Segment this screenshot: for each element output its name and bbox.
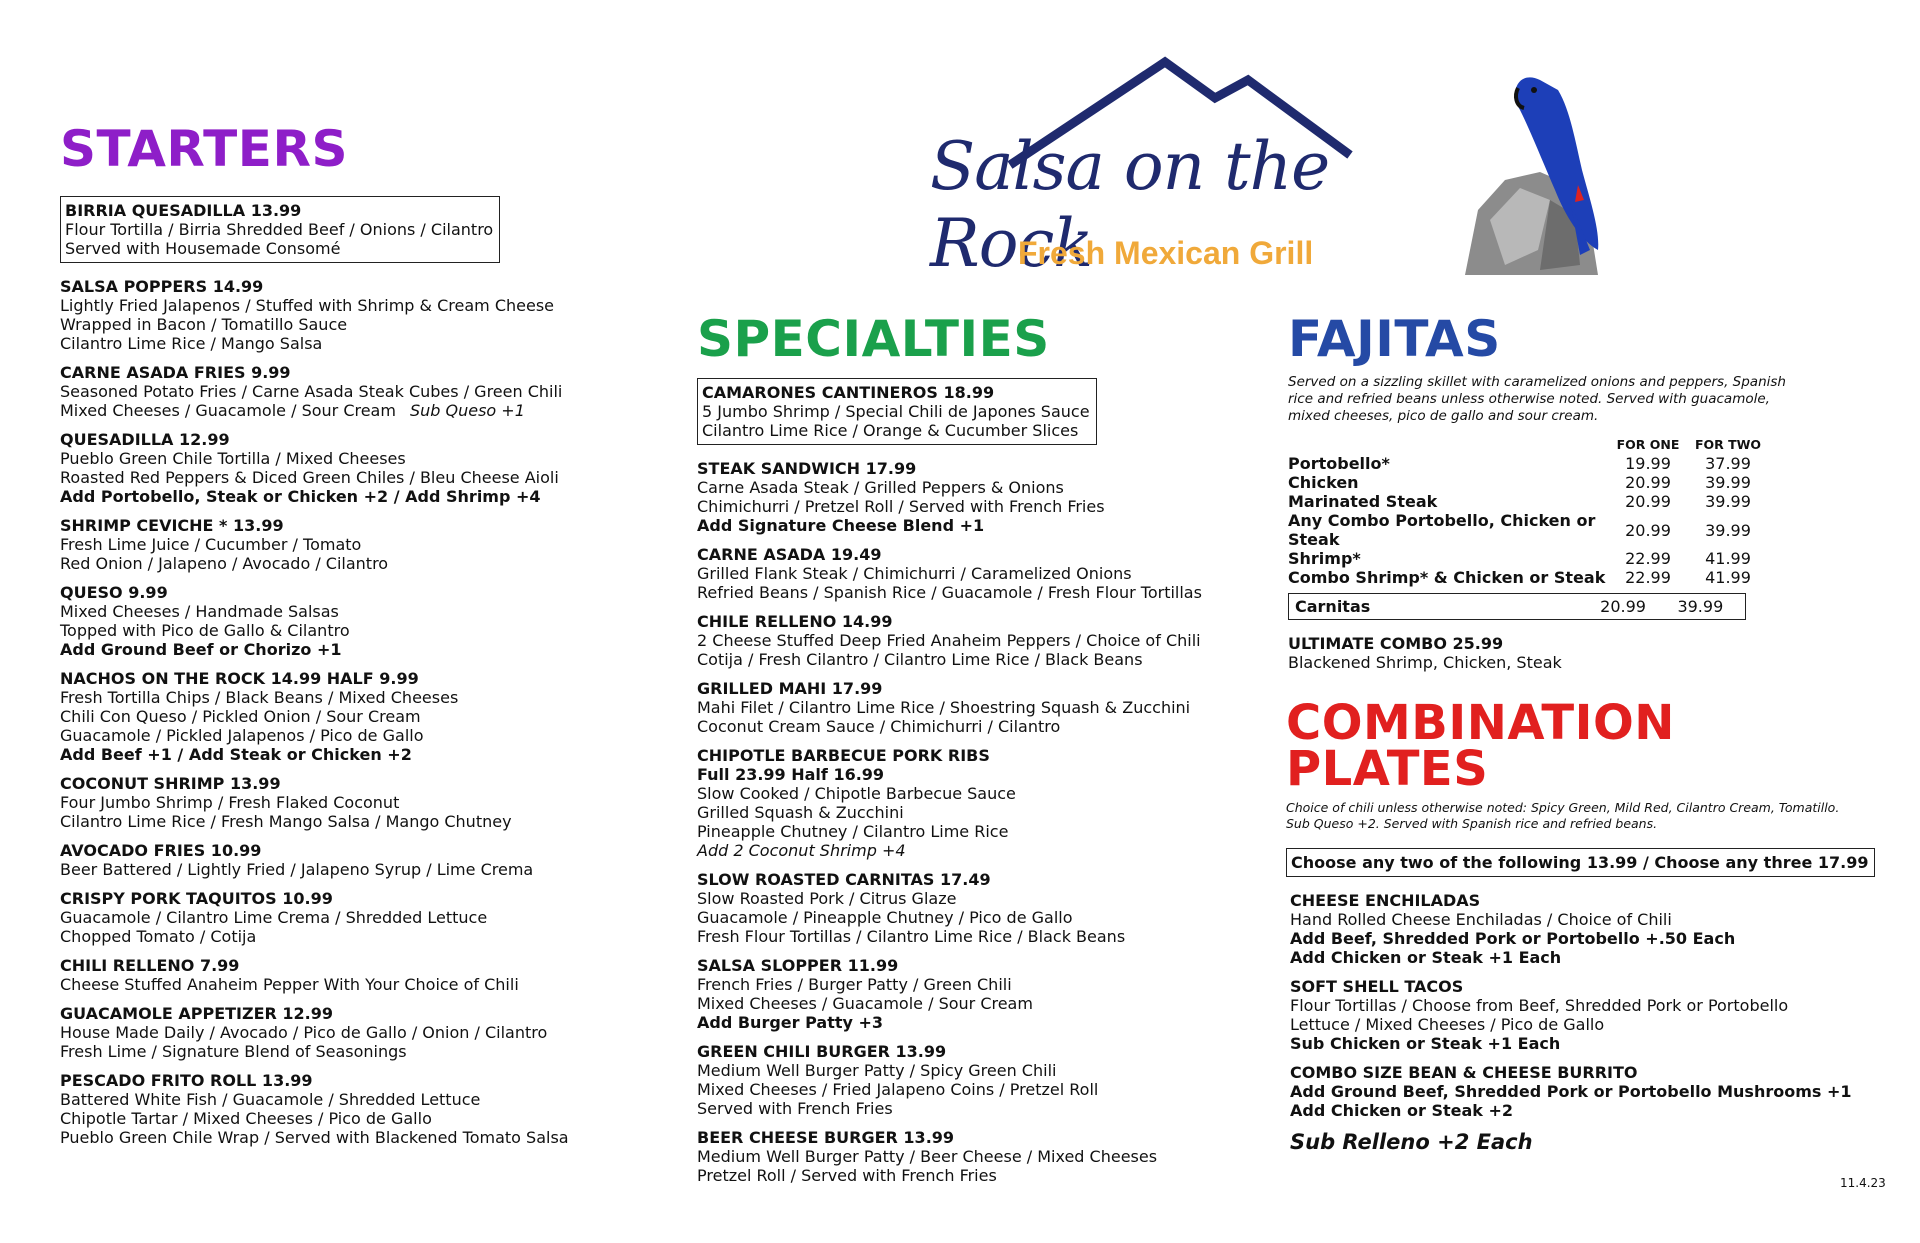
fajita-row-price-two: 41.99 xyxy=(1705,568,1751,587)
menu-item xyxy=(60,841,660,879)
menu-item xyxy=(60,583,660,659)
menu-item-name: GUACAMOLE APPETIZER 12.99 xyxy=(60,1004,334,1023)
menu-item-name: GRILLED MAHI 17.99 xyxy=(697,679,883,698)
menu-item-name: SOFT SHELL TACOS xyxy=(1290,977,1464,996)
menu-item xyxy=(697,545,1257,602)
menu-item-desc: Wrapped in Bacon / Tomatillo Sauce xyxy=(60,315,348,334)
menu-item-name: QUESO 9.99 xyxy=(60,583,168,602)
menu-item-desc: Roasted Red Peppers & Diced Green Chiles / Bleu Cheese Aioli xyxy=(60,468,559,487)
menu-item-upcharge: Sub Queso +1 xyxy=(409,401,525,420)
menu-item-addon: Add Ground Beef, Shredded Pork or Portobello Mushrooms +1 xyxy=(1290,1082,1852,1101)
menu-item xyxy=(60,1071,660,1147)
sub-relleno: Sub Relleno +2 Each xyxy=(1290,1130,1533,1154)
menu-item-addon: Add Beef +1 / Add Steak or Chicken +2 xyxy=(60,745,412,764)
menu-item xyxy=(697,378,1097,445)
combination-list xyxy=(1286,891,1886,1120)
combination-section xyxy=(1286,695,1886,1154)
menu-item-desc: Fresh Lime Juice / Cucumber / Tomato xyxy=(60,535,362,554)
menu-item-desc: Cilantro Lime Rice / Fresh Mango Salsa / Mango Chutney xyxy=(60,812,512,831)
menu-item-desc: Grilled Squash & Zucchini xyxy=(697,803,904,822)
starters-title: STARTERS xyxy=(60,120,348,178)
menu-item-desc: Refried Beans / Spanish Rice / Guacamole / Fresh Flour Tortillas xyxy=(697,583,1202,602)
menu-item-desc: Chimichurri / Pretzel Roll / Served with French Fries xyxy=(697,497,1105,516)
menu-item xyxy=(697,956,1257,1032)
menu-item-desc: Coconut Cream Sauce / Chimichurri / Cilantro xyxy=(697,717,1061,736)
menu-item xyxy=(1290,1063,1886,1120)
menu-item-name: SALSA SLOPPER 11.99 xyxy=(697,956,899,975)
menu-item-name: BEER CHEESE BURGER 13.99 xyxy=(697,1128,955,1147)
menu-item-name: NACHOS ON THE ROCK 14.99 HALF 9.99 xyxy=(60,669,419,688)
menu-item-desc: Medium Well Burger Patty / Spicy Green Chili xyxy=(697,1061,1057,1080)
ultimate-combo xyxy=(1288,634,1888,672)
menu-item-desc: Flour Tortilla / Birria Shredded Beef / Onions / Cilantro xyxy=(65,220,494,239)
choose-box xyxy=(1286,848,1875,877)
fajitas-section xyxy=(1288,310,1888,682)
fajita-row-price-one: 20.99 xyxy=(1625,473,1671,492)
menu-item-desc: Seasoned Potato Fries / Carne Asada Steak Cubes / Green Chili xyxy=(60,382,563,401)
menu-item-desc: Mixed Cheeses / Handmade Salsas xyxy=(60,602,339,621)
combination-note: Choice of chili unless otherwise noted: Spicy Green, Mild Red, Cilantro Cream, Tomatillo. Sub Queso +2. Served with Spanish rice and refried beans. xyxy=(1286,800,1840,831)
fajita-row xyxy=(1288,511,1768,549)
menu-item-desc: House Made Daily / Avocado / Pico de Gallo / Onion / Cilantro xyxy=(60,1023,548,1042)
menu-item-name: QUESADILLA 12.99 xyxy=(60,430,230,449)
menu-item-desc: Cheese Stuffed Anaheim Pepper With Your Choice of Chili xyxy=(60,975,519,994)
menu-item-desc: Chipotle Tartar / Mixed Cheeses / Pico de Gallo xyxy=(60,1109,432,1128)
menu-item-desc: Lettuce / Mixed Cheeses / Pico de Gallo xyxy=(1290,1015,1605,1034)
specialties-title: SPECIALTIES xyxy=(697,310,1050,368)
fajita-row-label: Any Combo Portobello, Chicken or Steak xyxy=(1288,511,1596,549)
menu-item xyxy=(60,889,660,946)
fajita-row xyxy=(1288,568,1768,587)
menu-item xyxy=(1290,977,1886,1053)
menu-item-name: COCONUT SHRIMP 13.99 xyxy=(60,774,281,793)
fajita-row-price-two: 37.99 xyxy=(1705,454,1751,473)
menu-item-desc: Chili Con Queso / Pickled Onion / Sour Cream xyxy=(60,707,421,726)
menu-item-name: CRISPY PORK TAQUITOS 10.99 xyxy=(60,889,333,908)
menu-item-desc: Guacamole / Pineapple Chutney / Pico de Gallo xyxy=(697,908,1073,927)
fajita-row-price-one: 22.99 xyxy=(1625,549,1671,568)
menu-item-desc: Mixed Cheeses / Guacamole / Sour Cream xyxy=(60,401,396,420)
menu-item-desc: Four Jumbo Shrimp / Fresh Flaked Coconut xyxy=(60,793,400,812)
menu-item-name: GREEN CHILI BURGER 13.99 xyxy=(697,1042,947,1061)
menu-item-addon: Add Chicken or Steak +1 Each xyxy=(1290,948,1562,967)
menu-item-desc: Flour Tortillas / Choose from Beef, Shredded Pork or Portobello xyxy=(1290,996,1789,1015)
col-for-two: FOR TWO xyxy=(1694,437,1762,452)
menu-item-desc: French Fries / Burger Patty / Green Chili xyxy=(697,975,1012,994)
fajita-row-label: Shrimp* xyxy=(1288,549,1361,568)
menu-item-desc: 5 Jumbo Shrimp / Special Chili de Japones Sauce xyxy=(702,402,1090,421)
specialties-list xyxy=(697,378,1257,1185)
menu-item-name: CHIPOTLE BARBECUE PORK RIBS xyxy=(697,746,990,765)
combination-title-1: COMBINATION xyxy=(1286,695,1675,751)
menu-item-addon: Add Portobello, Steak or Chicken +2 / Add Shrimp +4 xyxy=(60,487,541,506)
logo-tagline: Fresh Mexican Grill xyxy=(1018,235,1314,271)
fajita-row-price-one: 20.99 xyxy=(1625,520,1671,540)
carnitas-price-two: 39.99 xyxy=(1677,597,1724,616)
menu-item-desc: Slow Cooked / Chipotle Barbecue Sauce xyxy=(697,784,1016,803)
menu-item-desc: Fresh Flour Tortillas / Cilantro Lime Rice / Black Beans xyxy=(697,927,1126,946)
menu-item xyxy=(60,363,660,420)
menu-item-desc: Pueblo Green Chile Wrap / Served with Blackened Tomato Salsa xyxy=(60,1128,569,1147)
menu-item-desc: Lightly Fried Jalapenos / Stuffed with Shrimp & Cream Cheese xyxy=(60,296,554,315)
menu-item-addon: Add Signature Cheese Blend +1 xyxy=(697,516,985,535)
fajita-row xyxy=(1288,473,1768,492)
choose-text: Choose any two of the following 13.99 / Choose any three 17.99 xyxy=(1291,853,1869,872)
menu-item-price-options: Full 23.99 Half 16.99 xyxy=(697,765,885,784)
menu-item-addon: Add Chicken or Steak +2 xyxy=(1290,1101,1514,1120)
menu-item-desc: Cilantro Lime Rice / Orange & Cucumber Slices xyxy=(702,421,1079,440)
menu-item xyxy=(697,1128,1257,1185)
menu-item-desc: Served with French Fries xyxy=(697,1099,893,1118)
carnitas-price-one: 20.99 xyxy=(1600,597,1646,616)
menu-item-desc: Cotija / Fresh Cilantro / Cilantro Lime Rice / Black Beans xyxy=(697,650,1143,669)
menu-item-name: SALSA POPPERS 14.99 xyxy=(60,277,264,296)
menu-item xyxy=(60,430,660,506)
menu-item-desc: 2 Cheese Stuffed Deep Fried Anaheim Peppers / Choice of Chili xyxy=(697,631,1201,650)
menu-item xyxy=(60,956,660,994)
menu-item-desc: Mahi Filet / Cilantro Lime Rice / Shoestring Squash & Zucchini xyxy=(697,698,1191,717)
ultimate-combo-name: ULTIMATE COMBO 25.99 xyxy=(1288,634,1504,653)
fajita-row-price-two: 39.99 xyxy=(1705,473,1751,492)
menu-item-name: STEAK SANDWICH 17.99 xyxy=(697,459,917,478)
combination-title-2: PLATES xyxy=(1286,741,1489,797)
menu-item xyxy=(60,774,660,831)
fajita-row-label: Marinated Steak xyxy=(1288,492,1438,511)
menu-item-name: CAMARONES CANTINEROS 18.99 xyxy=(702,383,995,402)
menu-item-desc: Battered White Fish / Guacamole / Shredded Lettuce xyxy=(60,1090,481,1109)
menu-item-name: CHEESE ENCHILADAS xyxy=(1290,891,1481,910)
menu-item xyxy=(697,612,1257,669)
menu-item-name: SHRIMP CEVICHE * 13.99 xyxy=(60,516,284,535)
menu-item-desc: Mixed Cheeses / Fried Jalapeno Coins / Pretzel Roll xyxy=(697,1080,1099,1099)
menu-item-desc: Topped with Pico de Gallo & Cilantro xyxy=(60,621,350,640)
menu-item xyxy=(697,746,1257,860)
menu-item xyxy=(697,679,1257,736)
menu-item-desc: Hand Rolled Cheese Enchiladas / Choice of Chili xyxy=(1290,910,1672,929)
fajita-row-label: Portobello* xyxy=(1288,454,1390,473)
menu-item-addon: Add Ground Beef or Chorizo +1 xyxy=(60,640,342,659)
menu-item xyxy=(60,669,660,764)
menu-item-desc-row xyxy=(60,401,660,420)
menu-item xyxy=(60,1004,660,1061)
fajitas-price-table xyxy=(1288,435,1768,587)
fajita-row xyxy=(1288,549,1768,568)
carnitas-label: Carnitas xyxy=(1295,597,1371,616)
fajitas-note: Served on a sizzling skillet with caramelized onions and peppers, Spanish rice and refried beans unless otherwise noted. Served with guacamole, mixed cheeses, pico de gallo and sour cream. xyxy=(1288,374,1786,424)
starters-list xyxy=(60,196,660,1147)
ultimate-combo-desc: Blackened Shrimp, Chicken, Steak xyxy=(1288,653,1562,672)
menu-item xyxy=(697,459,1257,535)
menu-item-name: AVOCADO FRIES 10.99 xyxy=(60,841,262,860)
menu-item-desc: Fresh Tortilla Chips / Black Beans / Mixed Cheeses xyxy=(60,688,459,707)
logo-script-text: Salsa on the Rock xyxy=(930,128,1330,282)
col-for-one: FOR ONE xyxy=(1616,437,1680,452)
menu-item-desc: Beer Battered / Lightly Fried / Jalapeno Syrup / Lime Crema xyxy=(60,860,534,879)
menu-item-desc: Medium Well Burger Patty / Beer Cheese / Mixed Cheeses xyxy=(697,1147,1158,1166)
fajita-row-price-one: 19.99 xyxy=(1625,454,1671,473)
starters-section xyxy=(60,120,660,1157)
menu-item-addon: Add Burger Patty +3 xyxy=(697,1013,884,1032)
menu-item-addon: Add Beef, Shredded Pork or Portobello +.50 Each xyxy=(1290,929,1736,948)
menu-item-name: PESCADO FRITO ROLL 13.99 xyxy=(60,1071,313,1090)
fajita-row-price-two: 39.99 xyxy=(1705,520,1751,540)
menu-item-desc: Fresh Lime / Signature Blend of Seasonings xyxy=(60,1042,407,1061)
menu-item xyxy=(697,1042,1257,1118)
carnitas-box xyxy=(1288,593,1746,620)
menu-item-name: CARNE ASADA FRIES 9.99 xyxy=(60,363,291,382)
menu-item xyxy=(60,277,660,353)
menu-item xyxy=(60,196,500,263)
menu-item-desc: Pineapple Chutney / Cilantro Lime Rice xyxy=(697,822,1009,841)
menu-item-desc: Mixed Cheeses / Guacamole / Sour Cream xyxy=(697,994,1033,1013)
fajita-row-price-two: 39.99 xyxy=(1705,492,1751,511)
menu-item-desc: Served with Housemade Consomé xyxy=(65,239,341,258)
fajita-row xyxy=(1288,454,1768,473)
menu-item-desc: Pueblo Green Chile Tortilla / Mixed Cheeses xyxy=(60,449,406,468)
specialties-section xyxy=(697,310,1257,1195)
menu-item-desc: Red Onion / Jalapeno / Avocado / Cilantro xyxy=(60,554,389,573)
menu-item-desc: Grilled Flank Steak / Chimichurri / Caramelized Onions xyxy=(697,564,1132,583)
date-code: 11.4.23 xyxy=(1840,1176,1886,1190)
menu-item-desc: Chopped Tomato / Cotija xyxy=(60,927,257,946)
menu-item-addon: Add 2 Coconut Shrimp +4 xyxy=(697,841,906,860)
menu-item xyxy=(60,516,660,573)
menu-item-name: SLOW ROASTED CARNITAS 17.49 xyxy=(697,870,991,889)
menu-item-desc: Guacamole / Pickled Jalapenos / Pico de Gallo xyxy=(60,726,424,745)
menu-item-desc: Pretzel Roll / Served with French Fries xyxy=(697,1166,997,1185)
fajita-row xyxy=(1288,492,1768,511)
menu-item-desc: Slow Roasted Pork / Citrus Glaze xyxy=(697,889,957,908)
menu-item-name: BIRRIA QUESADILLA 13.99 xyxy=(65,201,302,220)
menu-item-name: CHILI RELLENO 7.99 xyxy=(60,956,240,975)
menu-item xyxy=(1290,891,1886,967)
fajita-row-label: Chicken xyxy=(1288,473,1359,492)
fajita-row-price-one: 22.99 xyxy=(1625,568,1671,587)
menu-item xyxy=(697,870,1257,946)
menu-item-desc: Carne Asada Steak / Grilled Peppers & Onions xyxy=(697,478,1064,497)
fajita-row-price-one: 20.99 xyxy=(1625,492,1671,511)
menu-item-name: CARNE ASADA 19.49 xyxy=(697,545,882,564)
fajita-row-label: Combo Shrimp* & Chicken or Steak xyxy=(1288,568,1606,587)
menu-item-desc: Cilantro Lime Rice / Mango Salsa xyxy=(60,334,323,353)
logo xyxy=(930,50,1670,290)
menu-item-addon: Sub Chicken or Steak +1 Each xyxy=(1290,1034,1561,1053)
fajitas-title: FAJITAS xyxy=(1288,310,1501,368)
menu-item-name: COMBO SIZE BEAN & CHEESE BURRITO xyxy=(1290,1063,1638,1082)
fajita-row-price-two: 41.99 xyxy=(1705,549,1751,568)
menu-item-name: CHILE RELLENO 14.99 xyxy=(697,612,893,631)
menu-item-desc: Guacamole / Cilantro Lime Crema / Shredded Lettuce xyxy=(60,908,488,927)
